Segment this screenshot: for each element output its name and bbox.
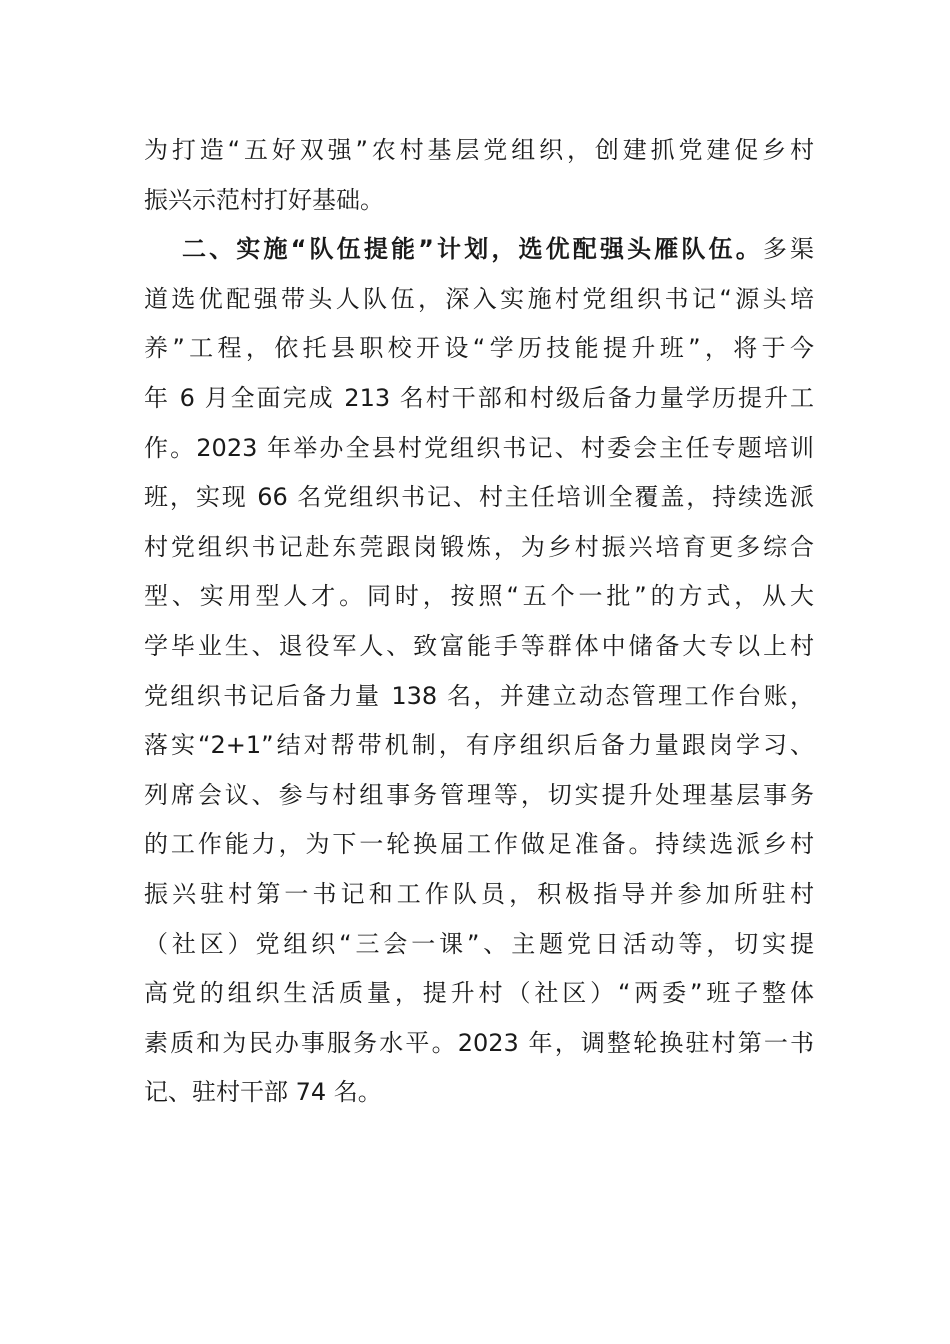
paragraph-2-line: 型、实用型人才。同时，按照“五个一批”的方式，从大 <box>144 582 814 611</box>
paragraph-2-first-line <box>144 225 814 275</box>
paragraph-2-line: 素质和为民办事服务水平。2023 年，调整轮换驻村第一书 <box>144 1028 814 1057</box>
paragraph-2-line: 振兴驻村第一书记和工作队员，积极指导并参加所驻村 <box>144 879 814 908</box>
paragraph-2-line: 作。2023 年举办全县村党组织书记、村委会主任专题培训 <box>144 433 814 462</box>
paragraph-2-line: 村党组织书记赴东莞跟岗锻炼，为乡村振兴培育更多综合 <box>144 532 814 561</box>
paragraph-2-line: 年 6 月全面完成 213 名村干部和村级后备力量学历提升工 <box>144 383 814 412</box>
paragraph-2-line: 列席会议、参与村组事务管理等，切实提升处理基层事务 <box>144 780 814 809</box>
paragraph-2-line: 高党的组织生活质量，提升村（社区）“两委”班子整体 <box>144 979 814 1008</box>
paragraph-2-line: 道选优配强带头人队伍，深入实施村党组织书记“源头培 <box>144 284 814 313</box>
paragraph-1-line-1: 为打造“五好双强”农村基层党组织，创建抓党建促乡村 <box>144 136 814 164</box>
paragraph-2-line: 班，实现 66 名党组织书记、村主任培训全覆盖，持续选派 <box>144 483 814 512</box>
paragraph-2-line: 的工作能力，为下一轮换届工作做足准备。持续选派乡村 <box>144 830 814 859</box>
paragraph-2-line: （社区）党组织“三会一课”、主题党日活动等，切实提 <box>144 929 814 958</box>
paragraph-1-line-2: 振兴示范村打好基础。 <box>144 185 384 214</box>
document-body <box>144 126 814 1118</box>
paragraph-2-last-line: 记、驻村干部 74 名。 <box>144 1078 382 1107</box>
paragraph-2-first-line-rest: 多渠 <box>762 235 815 264</box>
paragraph-2-line: 养”工程，依托县职校开设“学历技能提升班”，将于今 <box>144 334 814 363</box>
paragraph-2-line: 落实“2+1”结对帮带机制，有序组织后备力量跟岗学习、 <box>144 731 814 760</box>
section-heading: 二、实施“队伍提能”计划，选优配强头雁队伍。 <box>182 235 763 264</box>
paragraph-2-line: 学毕业生、退役军人、致富能手等群体中储备大专以上村 <box>144 631 814 660</box>
paragraph-2-line: 党组织书记后备力量 138 名，并建立动态管理工作台账， <box>144 681 814 710</box>
